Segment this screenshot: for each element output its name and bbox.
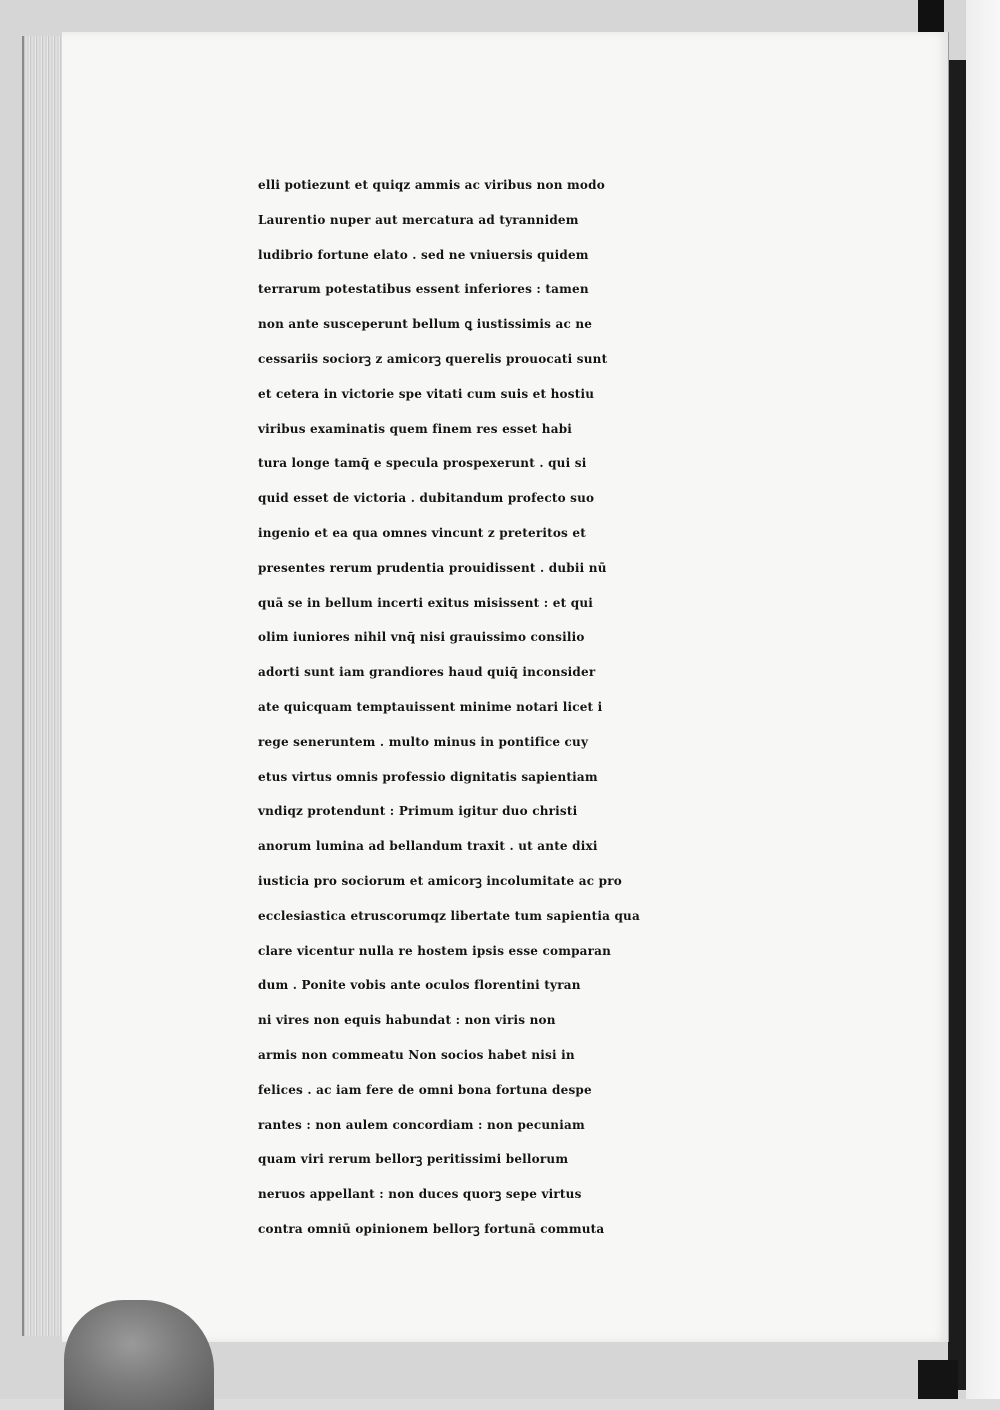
text-line: et cetera in victorie spe vitati cum suis et hostiu [258, 386, 595, 401]
manuscript-text [258, 168, 908, 1247]
text-line: non ante susceperunt bellum ꝗ iustissimis ac ne [258, 317, 593, 332]
text-line: Laurentio nuper aut mercatura ad tyrannidem [258, 212, 579, 227]
text-line: vndiqz protendunt : Primum igitur duo christi [258, 804, 578, 819]
text-line: iusticia pro sociorum et amicorꝫ incolumitate ac pro [258, 873, 622, 888]
text-line: elli potiezunt et quiqz ammis ac viribus non modo [258, 178, 605, 192]
text-line: ingenio et ea qua omnes vincunt z preteritos et [258, 525, 586, 540]
text-line: anorum lumina ad bellandum traxit . ut ante dixi [258, 839, 598, 854]
text-line: olim iuniores nihil vnq̄ nisi grauissimo consilio [258, 630, 585, 645]
text-line: ecclesiastica etruscorumqz libertate tum sapientia qua [258, 908, 640, 923]
text-line: viribus examinatis quem finem res esset habi [258, 421, 573, 436]
text-line: quam viri rerum bellorꝫ peritissimi bellorum [258, 1152, 569, 1167]
text-line: rantes : non aulem concordiam : non pecuniam [258, 1117, 585, 1132]
text-line: ludibrio fortune elato . sed ne vniuersis quidem [258, 247, 589, 262]
text-line: terrarum potestatibus essent inferiores : tamen [258, 282, 589, 297]
text-line: neruos appellant : non duces quorꝫ sepe virtus [258, 1187, 582, 1202]
facing-page-edge [966, 0, 1000, 1399]
text-line: adorti sunt iam grandiores haud quiq̄ inconsider [258, 665, 596, 680]
text-line: dum . Ponite vobis ante oculos florentini tyran [258, 978, 581, 993]
text-line: ate quicquam temptauissent minime notari licet i [258, 699, 603, 714]
text-line: presentes rerum prudentia prouidissent . dubii nū [258, 560, 607, 575]
clamp-bottom [918, 1360, 958, 1399]
text-line: etus virtus omnis professio dignitatis sapientiam [258, 769, 598, 784]
text-line: contra omniū opinionem bellorꝫ fortunā commuta [258, 1221, 605, 1236]
text-line: rege seneruntem . multo minus in pontifice cuy [258, 734, 589, 749]
text-line: quid esset de victoria . dubitandum profecto suo [258, 491, 595, 506]
text-line: felices . ac iam fere de omni bona fortuna despe [258, 1082, 592, 1097]
text-line: cessariis sociorꝫ z amicorꝫ querelis prouocati sunt [258, 351, 608, 366]
text-line: quā se in bellum incerti exitus misissent : et qui [258, 595, 594, 610]
text-line: ni vires non equis habundat : non viris non [258, 1013, 556, 1028]
book-binding [948, 60, 966, 1390]
text-line: armis non commeatu Non socios habet nisi in [258, 1047, 575, 1062]
text-line: clare vicentur nulla re hostem ipsis esse comparan [258, 943, 612, 958]
text-line: tura longe tamq̄ e specula prospexerunt . qui si [258, 456, 587, 471]
